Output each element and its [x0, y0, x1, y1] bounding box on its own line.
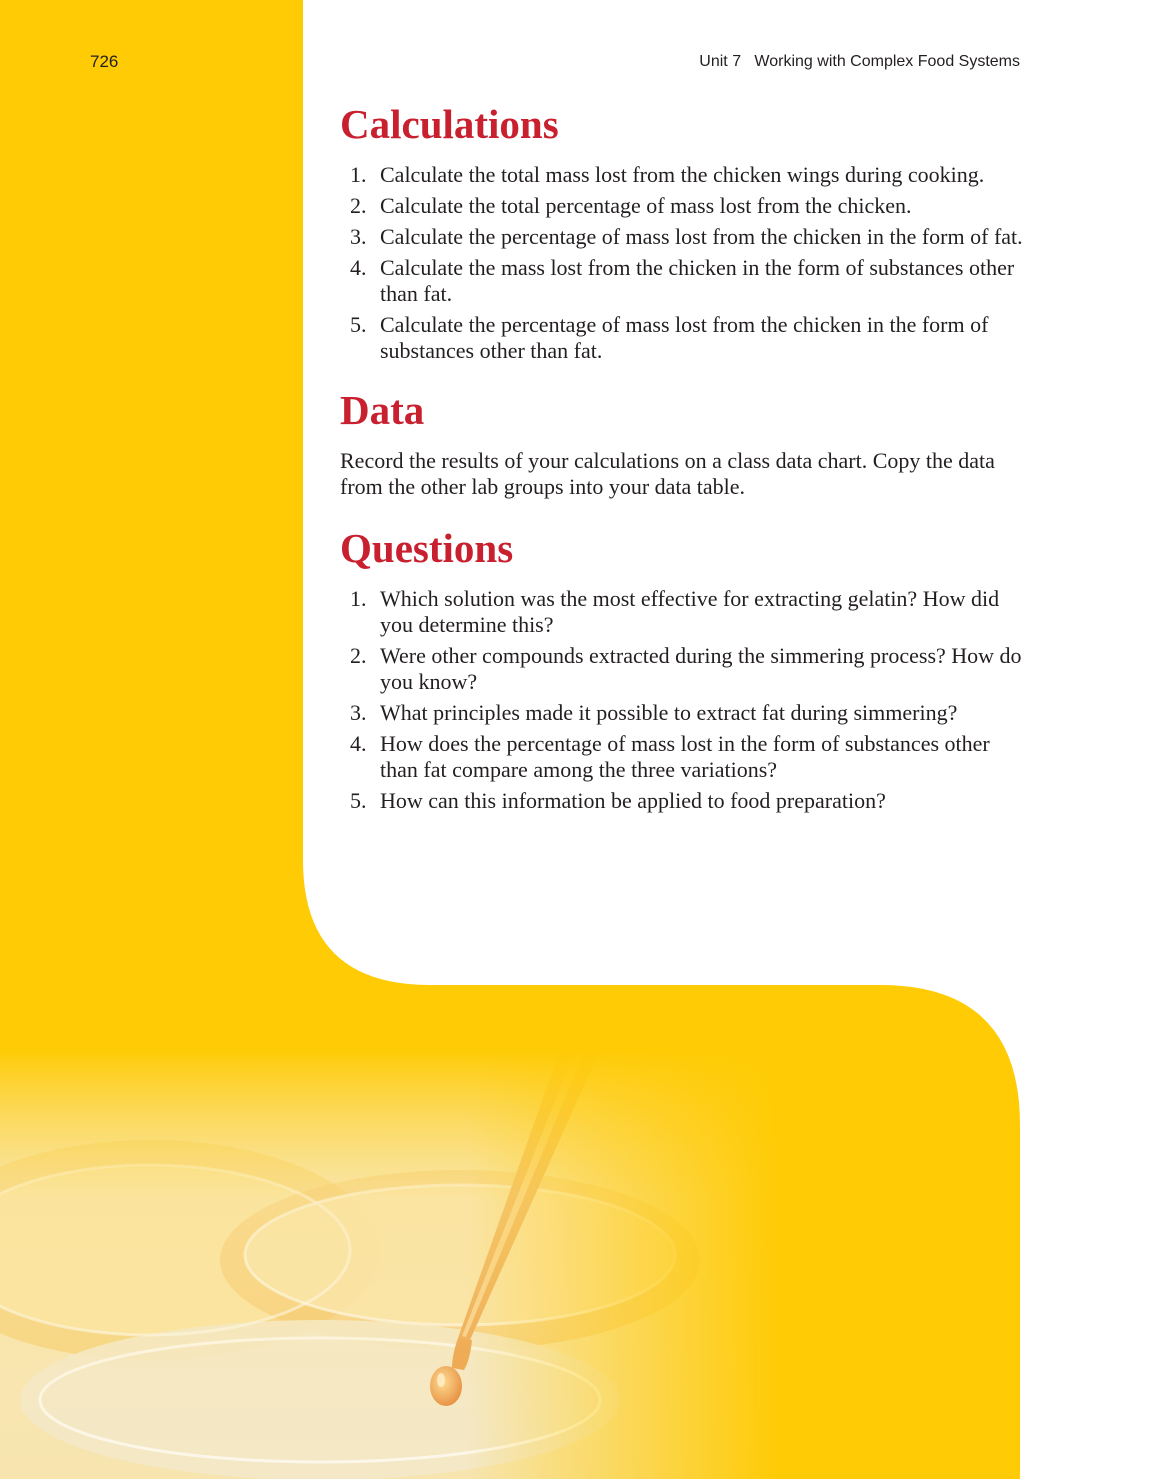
item-number: 3.	[350, 224, 367, 249]
item-text: Which solution was the most effective for extracting gelatin? How did you determine this?	[380, 586, 1000, 637]
item-number: 5.	[350, 788, 367, 813]
data-section	[340, 386, 1030, 500]
item-text: Were other compounds extracted during the simmering process? How do you know?	[380, 643, 1022, 694]
item-number: 1.	[350, 586, 367, 611]
page-number: 726	[90, 52, 119, 71]
item-number: 2.	[350, 643, 367, 668]
item-number: 4.	[350, 255, 367, 280]
pipette-petri-dish-photo	[0, 1050, 780, 1479]
item-number: 1.	[350, 162, 367, 187]
item-text: What principles made it possible to extract fat during simmering?	[380, 700, 958, 725]
list-item	[340, 162, 1030, 188]
running-head: Unit 7 Working with Complex Food Systems	[699, 53, 1020, 70]
list-item	[340, 586, 1030, 638]
item-text: How does the percentage of mass lost in the form of substances other than fat compare among the three variations?	[380, 731, 990, 782]
list-item	[340, 788, 1030, 814]
calculations-heading: Calculations	[340, 101, 559, 147]
item-text: Calculate the percentage of mass lost from the chicken in the form of substances other than fat.	[380, 312, 989, 363]
questions-list	[340, 586, 1030, 814]
list-item	[340, 731, 1030, 783]
item-number: 5.	[350, 312, 367, 337]
list-item	[340, 700, 1030, 726]
data-heading: Data	[340, 387, 425, 433]
list-item	[340, 193, 1030, 219]
list-item	[340, 224, 1030, 250]
main-content	[340, 100, 1030, 819]
list-item	[340, 643, 1030, 695]
questions-heading: Questions	[340, 525, 514, 571]
list-item	[340, 312, 1030, 364]
data-paragraph: Record the results of your calculations on a class data chart. Copy the data from the other lab groups into your data table.	[340, 448, 995, 499]
list-item	[340, 255, 1030, 307]
item-text: Calculate the total percentage of mass lost from the chicken.	[380, 193, 912, 218]
item-number: 2.	[350, 193, 367, 218]
calculations-section	[340, 100, 1030, 364]
item-number: 3.	[350, 700, 367, 725]
item-text: Calculate the total mass lost from the chicken wings during cooking.	[380, 162, 985, 187]
item-text: Calculate the percentage of mass lost from the chicken in the form of fat.	[380, 224, 1023, 249]
item-text: Calculate the mass lost from the chicken in the form of substances other than fat.	[380, 255, 1015, 306]
calculations-list	[340, 162, 1030, 364]
item-number: 4.	[350, 731, 367, 756]
item-text: How can this information be applied to food preparation?	[380, 788, 886, 813]
questions-section	[340, 524, 1030, 814]
